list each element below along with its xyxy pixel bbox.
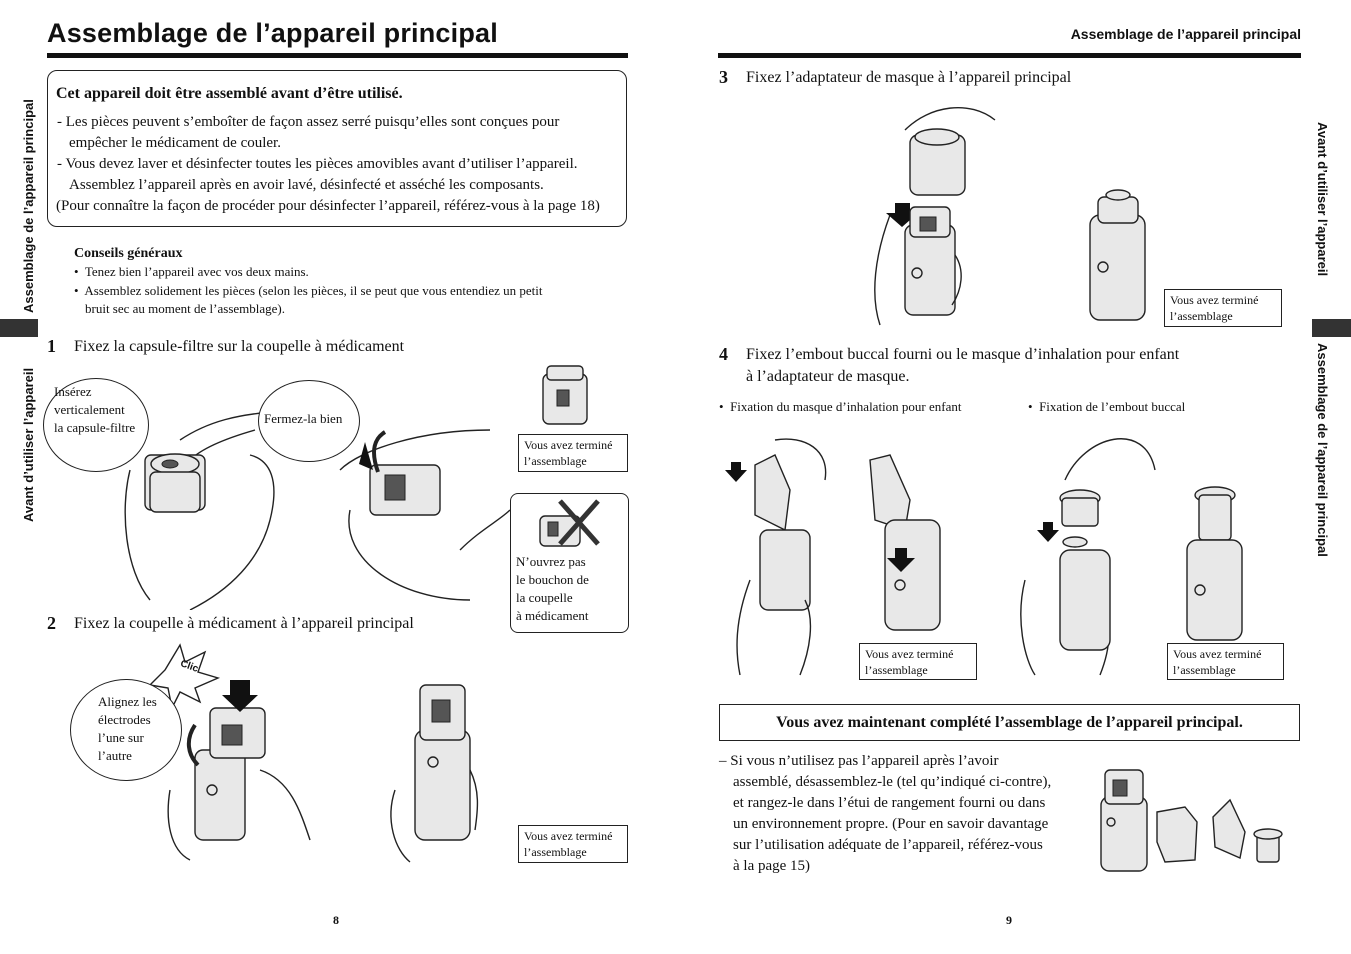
do-not-open-icon	[530, 496, 605, 551]
completion-caption: Vous avez terminé l’assemblage	[518, 825, 628, 863]
step-number: 1	[47, 336, 56, 356]
side-tab-chapter: Avant d’utiliser l’appareil	[21, 367, 36, 522]
step2-illustration	[150, 640, 480, 865]
completion-caption: Vous avez terminé l’assemblage	[1164, 289, 1282, 327]
tip-item: • Tenez bien l’appareil avec vos deux mains.	[74, 264, 309, 279]
side-tab-section: Assemblage de l’appareil principal	[21, 99, 36, 313]
warning-text: N’ouvrez pas le bouchon de la coupelle à médicament	[516, 554, 589, 623]
step4-illustration	[725, 420, 1295, 680]
mask-bullet: • Fixation du masque d’inhalation pour enfant	[719, 399, 962, 414]
step-text: Fixez la coupelle à médicament à l’appareil principal	[74, 615, 414, 632]
side-tab-section: Assemblage de l’appareil principal	[1315, 343, 1330, 557]
note-line: empêcher le médicament de couler.	[69, 135, 281, 151]
assembly-note-box	[47, 70, 627, 227]
side-tab-chapter: Avant d’utiliser l’appareil	[1315, 122, 1330, 277]
step3-illustration	[870, 95, 1160, 330]
side-tab-marker	[1312, 319, 1351, 337]
mouthpiece-bullet: • Fixation de l’embout buccal	[1028, 399, 1186, 414]
tip-item-continued: bruit sec au moment de l’assemblage).	[85, 301, 285, 316]
side-tab-marker	[0, 319, 38, 337]
tip-item: • Assemblez solidement les pièces (selon les pièces, il se peut que vous entendiez un petit	[74, 283, 543, 298]
step-number: 3	[719, 67, 728, 87]
step-number: 2	[47, 613, 56, 633]
completion-banner: Vous avez maintenant complété l’assemblage de l’appareil principal.	[719, 704, 1300, 741]
note-heading: Cet appareil doit être assemblé avant d’être utilisé.	[56, 85, 403, 102]
completion-caption: Vous avez terminé l’assemblage	[1167, 643, 1284, 680]
running-header: Assemblage de l’appareil principal	[1070, 26, 1301, 42]
disassembled-parts-illustration	[1095, 762, 1290, 874]
completion-caption: Vous avez terminé l’assemblage	[859, 643, 977, 680]
completed-cup-illustration	[535, 362, 595, 430]
note-line: Assemblez l’appareil après en avoir lavé, désinfecté et asséché les composants.	[69, 177, 544, 193]
step-text: Fixez l’embout buccal fourni ou le masque d’inhalation pour enfant	[746, 346, 1180, 363]
note-line: - Vous devez laver et désinfecter toutes les pièces amovibles avant d’utiliser l’appareil.	[57, 156, 578, 172]
note-line: (Pour connaître la façon de procéder pour désinfecter l’appareil, référez-vous à la page 18)	[56, 198, 600, 214]
bubble-text: Fermez-la bien	[264, 411, 343, 426]
header-rule	[718, 53, 1301, 58]
step-number: 4	[719, 344, 728, 364]
click-label: Clic	[178, 658, 200, 675]
step-text: Fixez la capsule-filtre sur la coupelle à médicament	[74, 338, 405, 355]
bubble-text: Insérez verticalement la capsule-filtre	[54, 384, 136, 435]
bubble-text: Alignez les électrodes l’une sur l’autre	[98, 694, 157, 763]
step-text-continued: à l’adaptateur de masque.	[746, 368, 910, 385]
title-rule	[47, 53, 628, 58]
page-title: Assemblage de l’appareil principal	[47, 18, 498, 48]
page-number: 8	[333, 913, 339, 927]
step-text: Fixez l’adaptateur de masque à l’appareil principal	[746, 69, 1072, 86]
storage-note: – Si vous n’utilisez pas l’appareil après l’avoir assemblé, désassemblez-le (tel qu’indiqué ci-contre), et rangez-le dans l’étui de rangement fourni ou dans un environnement propre. (Pour en savoir davantage sur l’utilisation adéquate de l’appareil, référez-vous à la page 15)	[719, 753, 1052, 874]
page-number: 9	[1006, 913, 1012, 927]
completion-caption: Vous avez terminé l’assemblage	[518, 434, 628, 472]
tips-heading: Conseils généraux	[74, 246, 183, 261]
note-line: - Les pièces peuvent s’emboîter de façon assez serré puisqu’elles sont conçues pour	[57, 114, 560, 130]
